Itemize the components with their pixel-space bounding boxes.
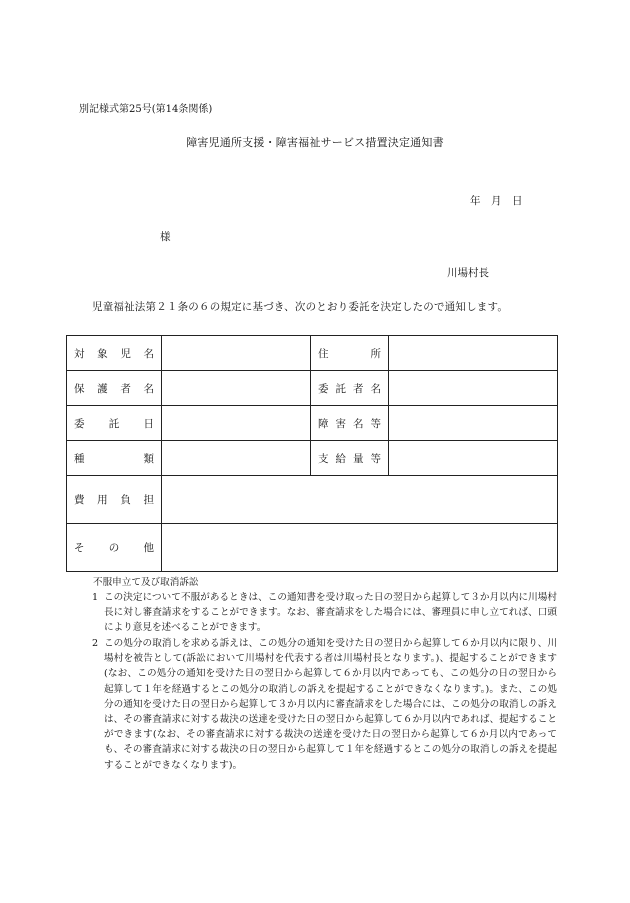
label-type: [67, 441, 162, 476]
label-char: の: [108, 542, 120, 554]
label-char: 所: [370, 347, 381, 360]
addressee-suffix: 様: [160, 231, 171, 243]
form-number: 別記様式第25号(第14条関係): [79, 104, 213, 115]
table-row: [67, 406, 558, 441]
label-disability-name: [311, 406, 389, 441]
label-char: 委: [318, 382, 329, 395]
note-number: 1: [92, 592, 99, 603]
label-supply-amount: [311, 441, 389, 476]
label-char: 支: [318, 452, 329, 465]
label-char: 保: [74, 382, 85, 395]
label-guardian-name: [67, 371, 162, 406]
label-char: 等: [370, 417, 381, 430]
table-row: [67, 476, 558, 524]
label-cost-burden: [67, 476, 162, 524]
value-disability-name: [389, 406, 558, 441]
note-item-1: [92, 590, 557, 636]
label-char: 委: [74, 417, 85, 430]
label-char: 等: [370, 452, 381, 465]
date-line: 年 月 日: [470, 195, 523, 207]
label-char: 量: [353, 452, 364, 465]
table-row: [67, 524, 558, 572]
value-other: [162, 524, 558, 572]
label-char: 用: [97, 494, 108, 506]
label-address: [311, 336, 389, 371]
label-char: 給: [335, 452, 346, 465]
label-char: 護: [97, 382, 108, 395]
label-char: 名: [143, 382, 154, 395]
label-char: 日: [143, 417, 154, 430]
label-char: 負: [120, 494, 131, 506]
value-contract-date: [162, 406, 311, 441]
value-address: [389, 336, 558, 371]
table-row: [67, 441, 558, 476]
label-char: 費: [74, 494, 85, 506]
label-child-name: [67, 336, 162, 371]
value-child-name: [162, 336, 311, 371]
label-char: 象: [97, 347, 108, 360]
label-char: 名: [370, 382, 381, 395]
label-char: 児: [120, 347, 131, 360]
value-contractor-name: [389, 371, 558, 406]
label-char: 名: [353, 417, 364, 430]
label-char: そ: [74, 542, 85, 554]
value-guardian-name: [162, 371, 311, 406]
label-char: 類: [143, 452, 154, 465]
value-type: [162, 441, 311, 476]
label-char: 託: [108, 417, 120, 430]
label-char: 住: [318, 347, 329, 360]
value-supply-amount: [389, 441, 558, 476]
label-char: 対: [74, 347, 85, 360]
table-row: [67, 371, 558, 406]
note-number: 2: [92, 638, 99, 649]
label-contract-date: [67, 406, 162, 441]
note-item-2: [92, 636, 557, 773]
document-title: 障害児通所支援・障害福祉サービス措置決定通知書: [186, 136, 444, 149]
label-char: 者: [353, 382, 364, 395]
label-contractor-name: [311, 371, 389, 406]
note-text: この決定について不服があるときは、この通知書を受け取った日の翌日から起算して３か月以内に川場村長に対し審査請求をすることができます。なお、審査請求をした場合には、審理員に申し立てれば、口頭により意見を述べることができます。: [104, 592, 557, 634]
label-char: 障: [318, 417, 329, 430]
notes-heading: 不服申立て及び取消訴訟: [93, 577, 199, 588]
value-cost-burden: [162, 476, 558, 524]
decision-table: [66, 335, 558, 572]
table-row: [67, 336, 558, 371]
note-text: この処分の取消しを求める訴えは、この処分の通知を受けた日の翌日から起算して６か月以内に限り、川場村を被告として(訴訟において川場村を代表する者は川場村長となります。)、提起することができます(なお、この処分の通知を受けた日の翌日から起算して６か月以内であっても、この処分の日の翌日から起算して１年を経過するとこの処分の取消しの訴えを提起することができなくなります。)。また、この処分の通知を受けた日の翌日から起算して３か月以内に審査請求をした場合には、この処分の取消しの訴えは、その審査請求に対する裁決の送達を受けた日の翌日から起算して６か月以内であれば、提起することができます(なお、その審査請求に対する裁決の送達を受けた日の翌日から起算して６か月以内であっても、その審査請求に対する裁決の日の翌日から起算して１年を経過するとこの処分の取消しの訴えを提起することができなくなります)。: [104, 638, 557, 771]
label-char: 害: [335, 417, 346, 430]
label-char: 名: [143, 347, 154, 360]
label-char: 者: [120, 382, 131, 395]
intro-text: 児童福祉法第２１条の６の規定に基づき、次のとおり委託を決定したので通知します。: [92, 301, 509, 313]
label-char: 種: [74, 452, 85, 465]
label-char: 託: [335, 382, 346, 395]
label-other: [67, 524, 162, 572]
label-char: 他: [143, 542, 154, 554]
label-char: 担: [143, 494, 154, 506]
sender-name: 川場村長: [447, 267, 489, 279]
